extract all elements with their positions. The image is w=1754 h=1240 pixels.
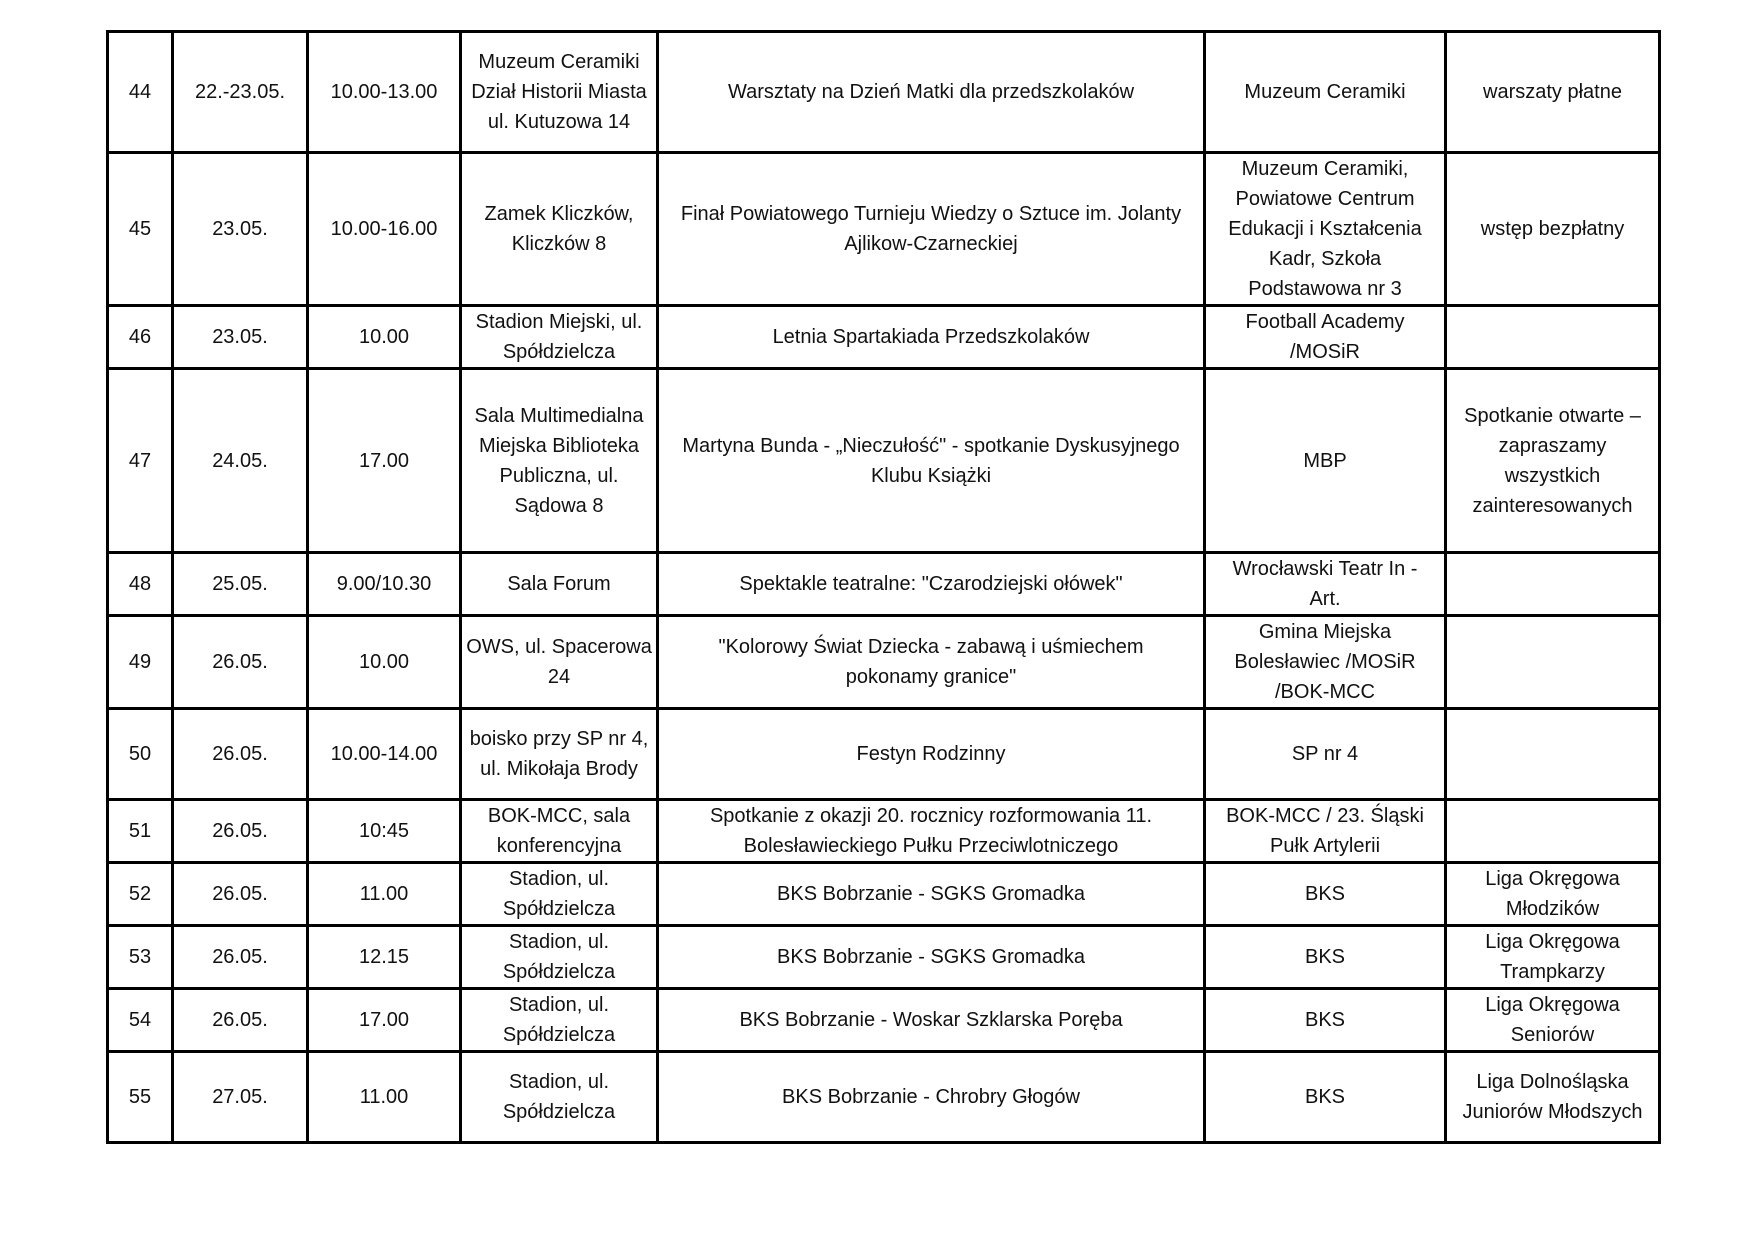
cell-event: Spektakle teatralne: "Czarodziejski ołówek"	[658, 553, 1205, 616]
cell-nr: 52	[108, 863, 173, 926]
cell-place: Stadion, ul. Spółdzielcza	[461, 1052, 658, 1143]
cell-nr: 53	[108, 926, 173, 989]
cell-event: BKS Bobrzanie - Woskar Szklarska Poręba	[658, 989, 1205, 1052]
cell-event: Finał Powiatowego Turnieju Wiedzy o Sztuce im. Jolanty Ajlikow-Czarneckiej	[658, 153, 1205, 306]
cell-place: BOK-MCC, sala konferencyjna	[461, 800, 658, 863]
cell-event: "Kolorowy Świat Dziecka - zabawą i uśmiechem pokonamy granice"	[658, 616, 1205, 709]
cell-event: BKS Bobrzanie - Chrobry Głogów	[658, 1052, 1205, 1143]
cell-notes: Liga Okręgowa Młodzików	[1446, 863, 1660, 926]
cell-date: 22.-23.05.	[173, 32, 308, 153]
cell-date: 23.05.	[173, 153, 308, 306]
cell-nr: 55	[108, 1052, 173, 1143]
cell-nr: 54	[108, 989, 173, 1052]
cell-notes: Liga Okręgowa Trampkarzy	[1446, 926, 1660, 989]
cell-place: Sala Multimedialna Miejska Biblioteka Publiczna, ul. Sądowa 8	[461, 369, 658, 553]
cell-event: Spotkanie z okazji 20. rocznicy rozformowania 11. Bolesławieckiego Pułku Przeciwlotniczego	[658, 800, 1205, 863]
cell-organizer: BOK-MCC / 23. Śląski Pułk Artylerii	[1205, 800, 1446, 863]
cell-time: 17.00	[308, 989, 461, 1052]
table-row	[108, 989, 1660, 1052]
cell-date: 27.05.	[173, 1052, 308, 1143]
cell-notes	[1446, 553, 1660, 616]
cell-organizer: BKS	[1205, 989, 1446, 1052]
table-body	[108, 32, 1660, 1143]
cell-nr: 50	[108, 709, 173, 800]
cell-date: 26.05.	[173, 989, 308, 1052]
cell-organizer: Football Academy /MOSiR	[1205, 306, 1446, 369]
cell-notes	[1446, 306, 1660, 369]
cell-date: 26.05.	[173, 800, 308, 863]
table-row	[108, 800, 1660, 863]
cell-time: 11.00	[308, 863, 461, 926]
cell-organizer: SP nr 4	[1205, 709, 1446, 800]
cell-date: 26.05.	[173, 616, 308, 709]
table-row	[108, 863, 1660, 926]
cell-place: Zamek Kliczków, Kliczków 8	[461, 153, 658, 306]
cell-notes: Liga Okręgowa Seniorów	[1446, 989, 1660, 1052]
table-row	[108, 1052, 1660, 1143]
table-row	[108, 709, 1660, 800]
cell-notes: wstęp bezpłatny	[1446, 153, 1660, 306]
cell-time: 10.00-14.00	[308, 709, 461, 800]
table-row	[108, 926, 1660, 989]
cell-date: 26.05.	[173, 863, 308, 926]
cell-organizer: BKS	[1205, 926, 1446, 989]
cell-notes	[1446, 800, 1660, 863]
cell-time: 10.00-16.00	[308, 153, 461, 306]
cell-nr: 51	[108, 800, 173, 863]
cell-notes	[1446, 616, 1660, 709]
cell-place: Stadion Miejski, ul. Spółdzielcza	[461, 306, 658, 369]
cell-nr: 47	[108, 369, 173, 553]
cell-notes: Spotkanie otwarte – zapraszamy wszystkich zainteresowanych	[1446, 369, 1660, 553]
cell-place: Sala Forum	[461, 553, 658, 616]
cell-organizer: MBP	[1205, 369, 1446, 553]
table-row	[108, 616, 1660, 709]
cell-notes: Liga Dolnośląska Juniorów Młodszych	[1446, 1052, 1660, 1143]
cell-time: 11.00	[308, 1052, 461, 1143]
cell-nr: 45	[108, 153, 173, 306]
cell-place: Muzeum Ceramiki Dział Historii Miasta ul. Kutuzowa 14	[461, 32, 658, 153]
cell-event: Martyna Bunda - „Nieczułość" - spotkanie Dyskusyjnego Klubu Książki	[658, 369, 1205, 553]
cell-date: 23.05.	[173, 306, 308, 369]
events-table	[106, 30, 1661, 1144]
table-row	[108, 153, 1660, 306]
cell-organizer: Wrocławski Teatr In - Art.	[1205, 553, 1446, 616]
cell-notes: warszaty płatne	[1446, 32, 1660, 153]
cell-organizer: BKS	[1205, 863, 1446, 926]
cell-event: BKS Bobrzanie - SGKS Gromadka	[658, 863, 1205, 926]
cell-time: 10.00	[308, 306, 461, 369]
cell-date: 25.05.	[173, 553, 308, 616]
cell-organizer: Muzeum Ceramiki, Powiatowe Centrum Edukacji i Kształcenia Kadr, Szkoła Podstawowa nr 3	[1205, 153, 1446, 306]
table-row	[108, 32, 1660, 153]
cell-event: Warsztaty na Dzień Matki dla przedszkolaków	[658, 32, 1205, 153]
cell-time: 12.15	[308, 926, 461, 989]
table-row	[108, 553, 1660, 616]
cell-place: OWS, ul. Spacerowa 24	[461, 616, 658, 709]
cell-place: Stadion, ul. Spółdzielcza	[461, 863, 658, 926]
cell-date: 26.05.	[173, 709, 308, 800]
cell-nr: 49	[108, 616, 173, 709]
cell-organizer: Muzeum Ceramiki	[1205, 32, 1446, 153]
cell-event: Letnia Spartakiada Przedszkolaków	[658, 306, 1205, 369]
cell-place: Stadion, ul. Spółdzielcza	[461, 926, 658, 989]
cell-nr: 46	[108, 306, 173, 369]
cell-time: 10.00	[308, 616, 461, 709]
cell-notes	[1446, 709, 1660, 800]
cell-nr: 44	[108, 32, 173, 153]
cell-organizer: BKS	[1205, 1052, 1446, 1143]
cell-place: Stadion, ul. Spółdzielcza	[461, 989, 658, 1052]
cell-organizer: Gmina Miejska Bolesławiec /MOSiR /BOK-MCC	[1205, 616, 1446, 709]
cell-date: 26.05.	[173, 926, 308, 989]
cell-time: 10:45	[308, 800, 461, 863]
cell-time: 9.00/10.30	[308, 553, 461, 616]
cell-event: Festyn Rodzinny	[658, 709, 1205, 800]
cell-time: 10.00-13.00	[308, 32, 461, 153]
cell-event: BKS Bobrzanie - SGKS Gromadka	[658, 926, 1205, 989]
cell-time: 17.00	[308, 369, 461, 553]
table-row	[108, 369, 1660, 553]
cell-nr: 48	[108, 553, 173, 616]
cell-date: 24.05.	[173, 369, 308, 553]
cell-place: boisko przy SP nr 4, ul. Mikołaja Brody	[461, 709, 658, 800]
table-row	[108, 306, 1660, 369]
